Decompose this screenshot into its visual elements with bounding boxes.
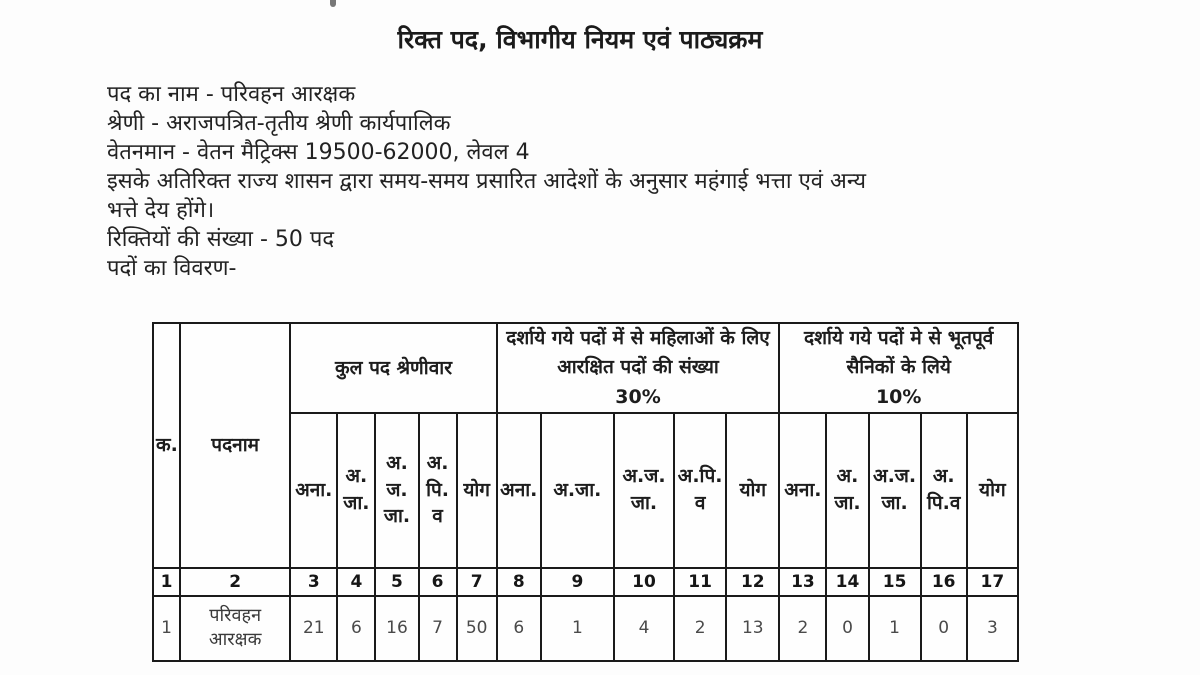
body-line-post-name: पद का नाम - परिवहन आरक्षक bbox=[107, 82, 356, 107]
cell-exsm-sc: 0 bbox=[826, 596, 868, 661]
group-label-women-reservation: दर्शाये गये पदों में से महिलाओं के लिए आरक्षित पदों की संख्या bbox=[506, 327, 770, 378]
cell-women-obc: 2 bbox=[674, 596, 726, 661]
cell-total-obc: 7 bbox=[419, 596, 457, 661]
subheader-exsm-sum: योग bbox=[967, 413, 1018, 568]
body-line-allowance-1: इसके अतिरिक्त राज्य शासन द्वारा समय-समय प्रसारित आदेशों के अनुसार महंगाई भत्ता एवं अन्य bbox=[107, 169, 867, 194]
column-number: 12 bbox=[726, 568, 779, 596]
subheader-total-sum: योग bbox=[457, 413, 497, 568]
column-number: 10 bbox=[614, 568, 674, 596]
group-pct-exservicemen-reservation: 10% bbox=[875, 386, 922, 408]
group-header-exservicemen-reservation bbox=[779, 323, 1018, 413]
body-text bbox=[107, 80, 1077, 283]
group-label-total-posts: कुल पद श्रेणीवार bbox=[335, 356, 452, 379]
subheader-total-ur: अना. bbox=[290, 413, 337, 568]
subheader-total-obc: अ. पि. व bbox=[419, 413, 457, 568]
column-number: 6 bbox=[419, 568, 457, 596]
subheader-women-st: अ.ज. जा. bbox=[614, 413, 674, 568]
column-number: 8 bbox=[497, 568, 541, 596]
subheader-women-sum: योग bbox=[726, 413, 779, 568]
cell-women-ur: 6 bbox=[497, 596, 541, 661]
column-number: 3 bbox=[290, 568, 337, 596]
body-line-vacancy-count: रिक्तियों की संख्या - 50 पद bbox=[107, 227, 335, 252]
subheader-women-obc: अ.पि. व bbox=[674, 413, 726, 568]
column-number: 14 bbox=[826, 568, 868, 596]
cell-women-sum: 13 bbox=[726, 596, 779, 661]
cell-women-st: 4 bbox=[614, 596, 674, 661]
cell-serial: 1 bbox=[153, 596, 180, 661]
cell-total-sum: 50 bbox=[457, 596, 497, 661]
table-data-row bbox=[153, 596, 1018, 661]
column-number: 1 bbox=[153, 568, 180, 596]
vacancy-table bbox=[152, 322, 1019, 662]
cell-exsm-ur: 2 bbox=[779, 596, 826, 661]
cell-exsm-sum: 3 bbox=[967, 596, 1018, 661]
cell-total-st: 16 bbox=[375, 596, 418, 661]
cell-post-name: परिवहन आरक्षक bbox=[180, 596, 290, 661]
body-line-allowance-2: भत्ते देय होंगे। bbox=[107, 198, 215, 223]
column-number: 4 bbox=[337, 568, 375, 596]
subheader-exsm-st: अ.ज. जा. bbox=[869, 413, 921, 568]
column-number: 16 bbox=[921, 568, 967, 596]
subheader-exsm-sc: अ. जा. bbox=[826, 413, 868, 568]
page-title: रिक्त पद, विभागीय नियम एवं पाठ्यक्रम bbox=[397, 25, 763, 54]
column-number: 15 bbox=[869, 568, 921, 596]
cell-exsm-st: 1 bbox=[869, 596, 921, 661]
scan-artifact bbox=[330, 0, 336, 7]
column-number: 5 bbox=[375, 568, 418, 596]
group-header-total-posts bbox=[290, 323, 496, 413]
cell-total-ur: 21 bbox=[290, 596, 337, 661]
group-header-women-reservation bbox=[497, 323, 780, 413]
subheader-women-ur: अना. bbox=[497, 413, 541, 568]
cell-exsm-obc: 0 bbox=[921, 596, 967, 661]
group-pct-women-reservation: 30% bbox=[615, 386, 661, 408]
column-number: 9 bbox=[541, 568, 614, 596]
column-number: 13 bbox=[779, 568, 826, 596]
table-column-number-row bbox=[153, 568, 1018, 596]
cell-women-sc: 1 bbox=[541, 596, 614, 661]
group-label-exservicemen-reservation: दर्शाये गये पदों मे से भूतपूर्व सैनिकों के लिये bbox=[804, 327, 994, 378]
col-header-postname: पदनाम bbox=[180, 323, 290, 568]
col-header-serial: क. bbox=[153, 323, 180, 568]
column-number: 2 bbox=[180, 568, 290, 596]
column-number: 11 bbox=[674, 568, 726, 596]
column-number: 17 bbox=[967, 568, 1018, 596]
body-line-details-label: पदों का विवरण- bbox=[107, 256, 237, 281]
table-group-header-row bbox=[153, 323, 1018, 413]
subheader-total-st: अ. ज. जा. bbox=[375, 413, 418, 568]
subheader-exsm-ur: अना. bbox=[779, 413, 826, 568]
subheader-total-sc: अ. जा. bbox=[337, 413, 375, 568]
subheader-exsm-obc: अ. पि.व bbox=[921, 413, 967, 568]
cell-total-sc: 6 bbox=[337, 596, 375, 661]
body-line-category: श्रेणी - अराजपत्रित-तृतीय श्रेणी कार्यपालिक bbox=[107, 111, 451, 136]
body-line-pay-scale: वेतनमान - वेतन मैट्रिक्स 19500-62000, लेवल 4 bbox=[107, 140, 530, 165]
subheader-women-sc: अ.जा. bbox=[541, 413, 614, 568]
column-number: 7 bbox=[457, 568, 497, 596]
